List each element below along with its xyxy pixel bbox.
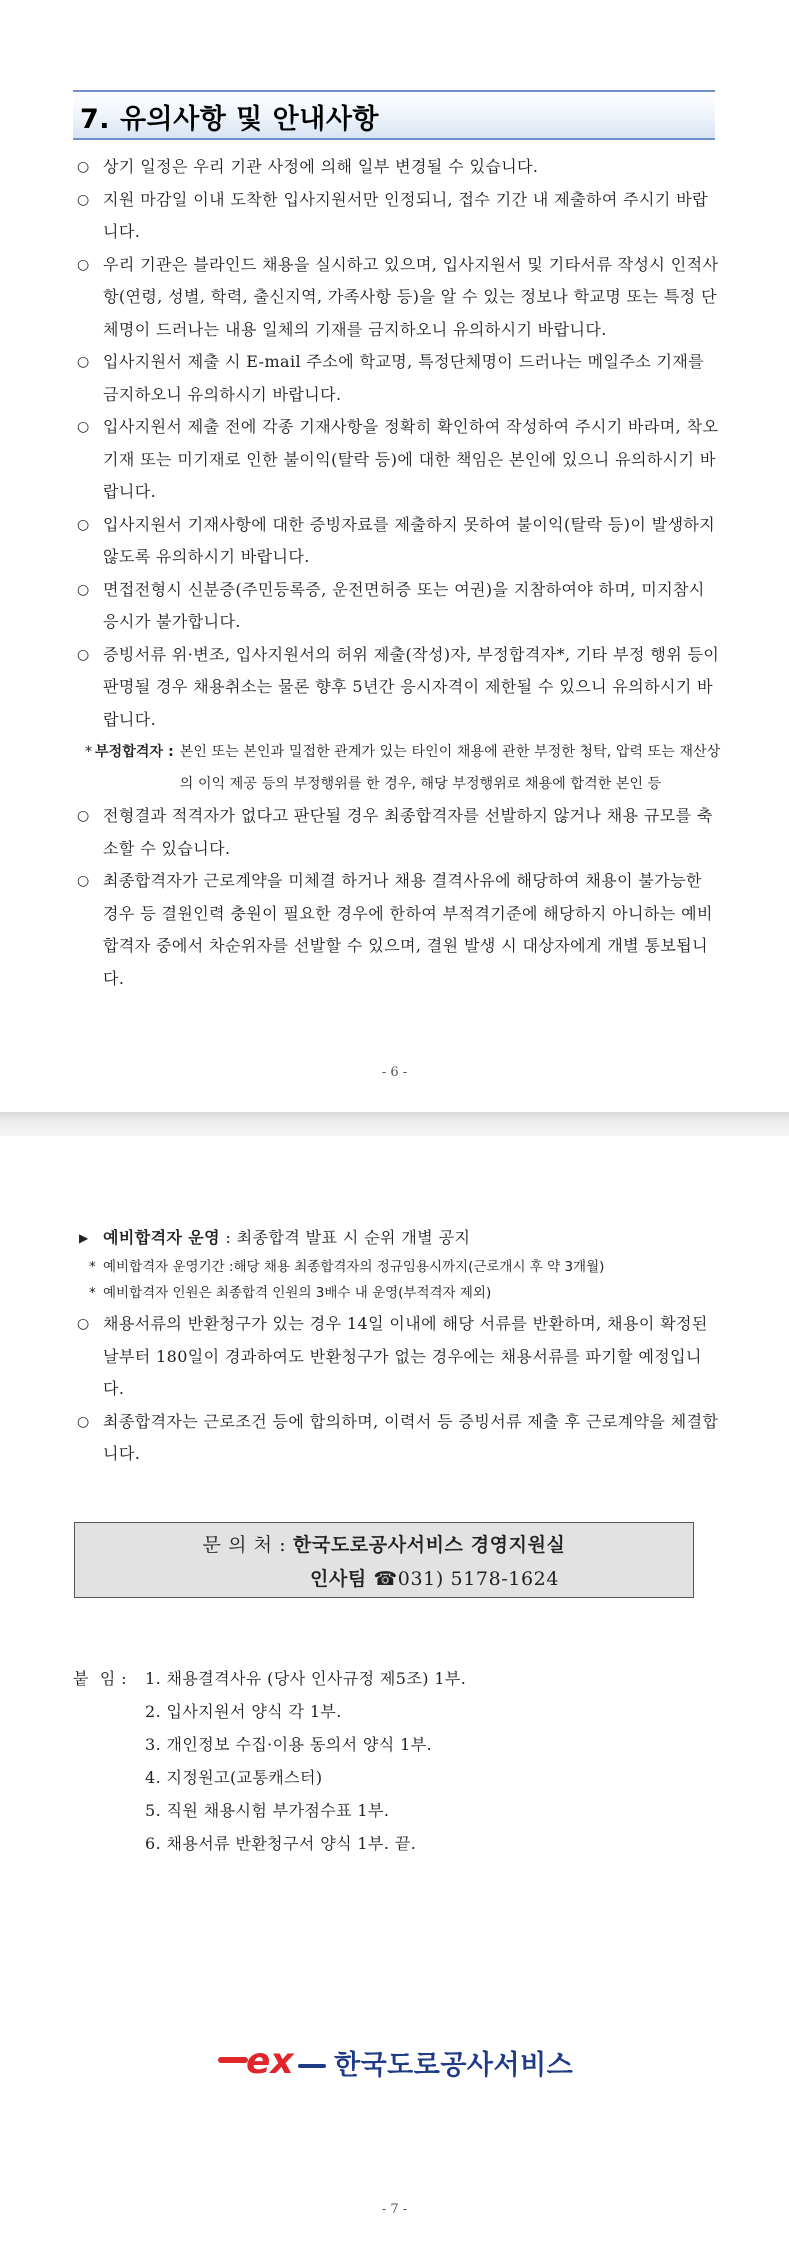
- page-number: - 7 -: [381, 2202, 408, 2217]
- list-item: ○ 최종합격자가 근로계약을 미체결 하거나 채용 결격사유에 해당하여 채용이 불가능한 경우 등 결원인력 충원이 필요한 경우에 한하여 부적격기준에 해당하지 아니하는 예비합격자 중에서 차순위자를 선발할 수 있으며, 결원 발생 시 대상자에게 개별 통보됩니다.: [73, 865, 723, 995]
- attachment-item: 2. 입사지원서 양식 각 1부.: [145, 1702, 342, 1721]
- attachment-item: 3. 개인정보 수집·이용 동의서 양식 1부.: [145, 1735, 433, 1754]
- list-item: ○ 상기 일정은 우리 기관 사정에 의해 일부 변경될 수 있습니다.: [73, 151, 723, 184]
- reserve-section: [73, 1222, 723, 1471]
- company-logo: [218, 2040, 573, 2084]
- asterisk-icon: *: [89, 1285, 96, 1301]
- attachment-item: 4. 지정원고(교통캐스터): [145, 1768, 323, 1787]
- circle-bullet-icon: ○: [77, 873, 90, 889]
- circle-bullet-icon: ○: [77, 581, 90, 598]
- list-item: ○ 우리 기관은 블라인드 채용을 실시하고 있으며, 입사지원서 및 기타서류 작성시 인적사항(연령, 성별, 학력, 출신지역, 가족사항 등)을 알 수 있는 정보나 학교명 또는 특정 단체명이 드러나는 내용 일체의 기재를 금지하오니 유의하시기 바랍니다.: [73, 249, 723, 347]
- attachment-item: 6. 채용서류 반환청구서 양식 1부. 끝.: [145, 1834, 417, 1853]
- reserve-text: : 최종합격 발표 시 순위 개별 공지: [225, 1228, 471, 1247]
- page-separator: [0, 1112, 789, 1136]
- circle-bullet-icon: ○: [77, 1413, 90, 1430]
- list-item: ○ 지원 마감일 이내 도착한 입사지원서만 인정되니, 접수 기간 내 제출하여 주시기 바랍니다.: [73, 184, 723, 249]
- attachment-list: [145, 1662, 466, 1860]
- contact-box: [74, 1522, 694, 1598]
- list-item: ○ 입사지원서 기재사항에 대한 증빙자료를 제출하지 못하여 불이익(탈락 등)이 발생하지 않도록 유의하시기 바랍니다.: [73, 509, 723, 574]
- page-6: [0, 0, 789, 1112]
- attach-label: 붙 임 :: [73, 1669, 127, 1688]
- circle-bullet-icon: ○: [77, 354, 90, 370]
- reserve-label: 예비합격자 운영: [103, 1228, 220, 1247]
- attachment-item: 1. 채용결격사유 (당사 인사규정 제5조) 1부.: [145, 1669, 467, 1688]
- contact-line-org: 문 의 처 : 한국도로공사서비스 경영지원실: [202, 1534, 566, 1556]
- circle-bullet-icon: ○: [77, 646, 90, 663]
- section-header: [73, 90, 715, 140]
- reserve-note: * 예비합격자 인원은 최종합격 인원의 3배수 내 운영(부적격자 제외): [73, 1280, 723, 1306]
- circle-bullet-icon: ○: [77, 516, 90, 533]
- asterisk-icon: *: [85, 744, 93, 760]
- circle-bullet-icon: ○: [77, 419, 90, 435]
- phone-icon: ☎: [373, 1568, 398, 1590]
- page-7: [0, 1136, 789, 2252]
- ex-logo-icon: [218, 2040, 326, 2084]
- footnote-fraud: [73, 736, 723, 800]
- note-text: 본인 또는 본인과 밀접한 관계가 있는 타인이 채용에 관한 부정한 청탁, 압력 또는 재산상의 이익 제공 등의 부정행위를 한 경우, 해당 부정행위로 채용에 합격한 본인 등: [179, 744, 721, 792]
- attachment-item: 5. 직원 채용시험 부가점수표 1부.: [145, 1801, 390, 1820]
- contact-line-phone: 인사팀 ☎031) 5178-1624: [310, 1568, 560, 1590]
- note-label: 부정합격자 :: [95, 744, 174, 760]
- circle-bullet-icon: ○: [77, 808, 90, 824]
- list-item: ○ 채용서류의 반환청구가 있는 경우 14일 이내에 해당 서류를 반환하며, 채용이 확정된 날부터 180일이 경과하여도 반환청구가 없는 경우에는 채용서류를 파기할 예정입니다.: [73, 1308, 723, 1406]
- attachments: [73, 1662, 466, 1860]
- logo-text: 한국도로공사서비스: [334, 2049, 574, 2081]
- page-number: - 6 -: [381, 1065, 408, 1080]
- section-title: 7. 유의사항 및 안내사항: [80, 104, 379, 135]
- circle-bullet-icon: ○: [77, 1316, 90, 1332]
- list-item: ○ 입사지원서 제출 전에 각종 기재사항을 정확히 확인하여 작성하여 주시기 바라며, 착오기재 또는 미기재로 인한 불이익(탈락 등)에 대한 책임은 본인에 있으니 유의하시기 바랍니다.: [73, 411, 723, 509]
- reserve-line: [73, 1222, 723, 1254]
- circle-bullet-icon: ○: [77, 191, 90, 208]
- logo-mark-text: ex: [246, 2041, 294, 2082]
- phone-number: 031) 5178-1624: [397, 1568, 560, 1590]
- list-item: ○ 최종합격자는 근로조건 등에 합의하며, 이력서 등 증빙서류 제출 후 근로계약을 체결합니다.: [73, 1406, 723, 1471]
- circle-bullet-icon: ○: [77, 159, 90, 175]
- list-item: ○ 전형결과 적격자가 없다고 판단될 경우 최종합격자를 선발하지 않거나 채용 규모를 축소할 수 있습니다.: [73, 800, 723, 865]
- list-item: ○ 증빙서류 위·변조, 입사지원서의 허위 제출(작성)자, 부정합격자*, 기타 부정 행위 등이 판명될 경우 채용취소는 물론 향후 5년간 응시자격이 제한될 수 있으니 유의하시기 바랍니다.: [73, 639, 723, 737]
- circle-bullet-icon: ○: [77, 256, 90, 273]
- triangle-bullet-icon: ▶: [79, 1231, 89, 1245]
- asterisk-icon: *: [89, 1259, 96, 1275]
- list-item: ○ 면접전형시 신분증(주민등록증, 운전면허증 또는 여권)을 지참하여야 하며, 미지참시 응시가 불가합니다.: [73, 574, 723, 639]
- notice-list: [73, 151, 723, 995]
- reserve-note: * 예비합격자 운영기간 :해당 채용 최종합격자의 정규임용시까지(근로개시 후 약 3개월): [73, 1254, 723, 1280]
- list-item: ○ 입사지원서 제출 시 E-mail 주소에 학교명, 특정단체명이 드러나는 메일주소 기재를 금지하오니 유의하시기 바랍니다.: [73, 346, 723, 411]
